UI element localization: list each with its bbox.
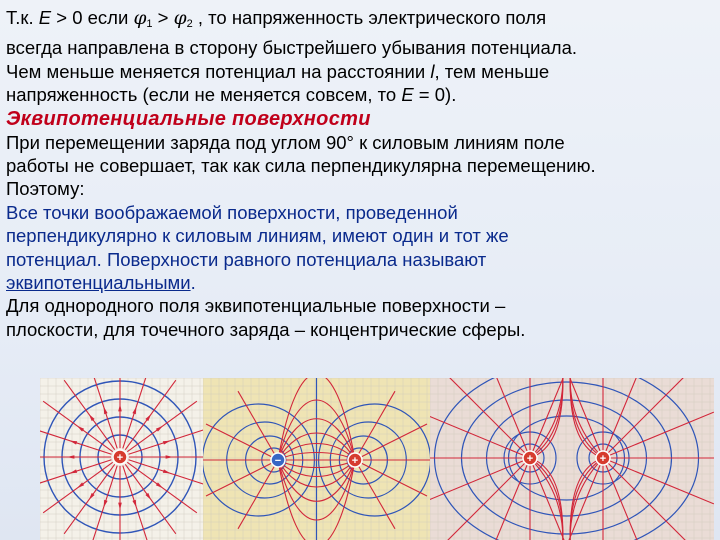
- symbol-E: E: [38, 7, 52, 28]
- section-heading: Эквипотенциальные поверхности: [6, 107, 371, 130]
- symbol-l: l: [430, 60, 435, 82]
- para2-line1: При перемещении заряда под углом 90° к силовым линиям поле: [6, 131, 565, 153]
- subscript-1: 1: [146, 18, 153, 30]
- text-l3b: , тем меньше: [434, 60, 550, 82]
- symbol-phi-1: φ: [133, 8, 147, 29]
- text-tk: Т.к.: [6, 7, 34, 28]
- para3-line4: [6, 271, 716, 294]
- para4-line1: Для однородного поля эквипотенциальные поверхности –: [6, 295, 506, 317]
- charge-sign-label: −: [274, 455, 282, 467]
- text-condition: > 0 если: [51, 7, 134, 28]
- single-charge-field-diagram: [40, 378, 203, 540]
- text-dot: .: [190, 272, 196, 294]
- panel-single-charge: [40, 378, 203, 540]
- symbol-E-2: E: [401, 84, 414, 106]
- para1-line3: [6, 60, 716, 83]
- para3-line1: Все точки воображаемой поверхности, проведенной: [6, 201, 458, 223]
- panel-dipole: [203, 378, 430, 540]
- text-l4a: напряженность (если не меняется совсем, то: [6, 84, 402, 106]
- charge-sign-label: +: [351, 455, 359, 467]
- like-charges-field-diagram: [430, 378, 714, 540]
- subscript-2: 2: [186, 18, 193, 30]
- para1-line2: всегда направлена в сторону быстрейшего убывания потенциала.: [6, 37, 577, 59]
- text-continuation: , то напряженность электрического поля: [192, 7, 547, 28]
- symbol-phi-2: φ: [173, 8, 187, 29]
- para1-line1: [6, 6, 716, 36]
- text-l4b: = 0).: [413, 84, 457, 106]
- slide-text: [6, 6, 716, 341]
- text-gt: >: [152, 7, 174, 28]
- charge-sign-label: +: [599, 453, 607, 465]
- para2-line3: Поэтому:: [6, 178, 85, 200]
- para2-line2: работы не совершает, так как сила перпендикулярна перемещению.: [6, 155, 596, 177]
- para1-line4: [6, 83, 716, 106]
- charge-sign-label: +: [116, 452, 124, 464]
- field-diagrams: [40, 378, 714, 540]
- text-l3a: Чем меньше меняется потенциал на расстоянии: [6, 60, 431, 82]
- panel-like-charges: [430, 378, 714, 540]
- dipole-field-diagram: [203, 378, 430, 540]
- para3-line3: потенциал. Поверхности равного потенциала называют: [6, 248, 487, 270]
- term-equipotential: эквипотенциальными: [6, 272, 191, 294]
- para3-line2: перпендикулярно к силовым линиям, имеют один и тот же: [6, 225, 509, 247]
- para4-line2: плоскости, для точечного заряда – концентрические сферы.: [6, 318, 526, 340]
- charge-sign-label: +: [526, 453, 534, 465]
